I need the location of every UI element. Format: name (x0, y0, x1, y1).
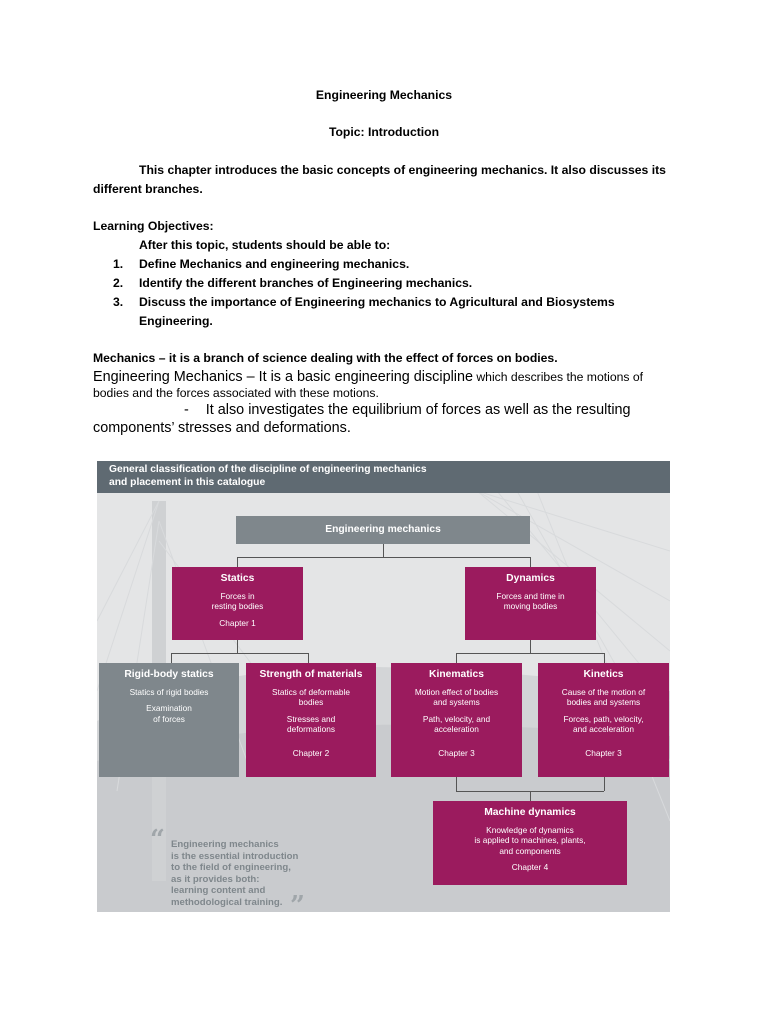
box-text: Forces, path, velocity, (563, 713, 644, 724)
quote-line: to the field of engineering, (171, 862, 291, 873)
dynamics-box (465, 567, 596, 640)
objective-text: Engineering. (139, 314, 213, 328)
statics-box (172, 567, 303, 640)
definition-text: which describes the motions of (472, 370, 644, 384)
box-text: Statics of rigid bodies (129, 686, 209, 697)
figure-header (97, 461, 670, 493)
figure-header-line-2: and placement in this catalogue (109, 476, 266, 488)
chapter-label: Chapter 4 (511, 862, 549, 872)
engineering-mechanics-definition-line-3 (184, 402, 631, 418)
objective-number: 1. (113, 257, 124, 271)
objective-number: 3. (113, 295, 124, 309)
engineering-mechanics-definition-line-1 (93, 369, 643, 385)
connector-line (171, 653, 308, 654)
classification-figure (97, 461, 670, 912)
close-quote-mark: ” (290, 891, 305, 912)
box-text: Forces and time in (496, 590, 565, 601)
box-text: bodies (298, 697, 324, 707)
box-text: bodies and systems (566, 697, 641, 707)
pull-quote (171, 839, 298, 908)
connector-line (456, 777, 457, 791)
mechanics-definition: Mechanics – it is a branch of science dealing with the effect of forces on bodies. (93, 351, 558, 365)
connector-line (530, 791, 531, 801)
box-text: is applied to machines, plants, (474, 835, 586, 845)
box-text: Knowledge of dynamics (486, 824, 574, 835)
connector-line (530, 640, 531, 653)
objective-number: 2. (113, 276, 124, 290)
quote-line: is the essential introduction (171, 850, 299, 862)
box-title: Statics (220, 573, 255, 584)
box-text: moving bodies (503, 601, 558, 611)
connector-line (237, 557, 238, 567)
engineering-mechanics-box: Engineering mechanics (236, 516, 530, 544)
topic-heading: Topic: Introduction (328, 125, 440, 139)
bullet-dash: - (184, 402, 189, 418)
quote-line: methodological training. (171, 896, 283, 908)
box-title: Strength of materials (259, 669, 363, 680)
document-title: Engineering Mechanics (315, 88, 453, 102)
box-title: Rigid-body statics (124, 669, 214, 680)
box-text: deformations (287, 724, 335, 734)
chapter-label: Chapter 3 (585, 747, 622, 758)
machine-dynamics-box (433, 801, 627, 885)
connector-line (237, 640, 238, 653)
kinetics-box (538, 663, 669, 777)
box-text: Statics of deformable (272, 686, 350, 697)
connector-line (171, 653, 172, 663)
quote-line: as it provides both: (171, 873, 260, 885)
quote-line: Engineering mechanics (171, 839, 279, 850)
connector-line (604, 777, 605, 791)
engineering-mechanics-definition-line-2: bodies and the forces associated with these motions. (93, 386, 379, 400)
box-text: Examination (146, 703, 192, 713)
quote-line: learning content and (171, 885, 266, 896)
box-title: Dynamics (506, 573, 555, 584)
box-text: and components (499, 845, 561, 856)
strength-of-materials-box (246, 663, 376, 777)
objective-text: Discuss the importance of Engineering mechanics to Agricultural and Biosystems (139, 295, 615, 309)
box-text: Motion effect of bodies (414, 686, 499, 697)
connector-line (456, 653, 604, 654)
box-title: Kinetics (583, 669, 624, 680)
chapter-label: Chapter 1 (219, 617, 256, 628)
box-text: of forces (153, 713, 185, 724)
box-text: and systems (433, 697, 480, 707)
box-text: Cause of the motion of (561, 686, 646, 697)
connector-line (456, 653, 457, 663)
rigid-body-statics-box (99, 663, 239, 777)
connector-line (237, 557, 531, 558)
engineering-mechanics-definition-line-4: components’ stresses and deformations. (93, 420, 351, 436)
definition-text: It also investigates the equilibrium of forces as well as the resulting (205, 402, 631, 418)
box-text: Stresses and (286, 713, 336, 724)
box-title: Machine dynamics (484, 807, 576, 818)
connector-line (530, 557, 531, 567)
box-text: resting bodies (211, 601, 264, 611)
connector-line (308, 653, 309, 663)
intro-paragraph-line-2: different branches. (93, 182, 203, 196)
kinematics-box (391, 663, 522, 777)
figure-header-line-1: General classification of the discipline of engineering mechanics (109, 464, 427, 475)
objective-text: Identify the different branches of Engineering mechanics. (139, 276, 473, 290)
box-text: Path, velocity, and (422, 713, 491, 724)
box-title: Kinematics (429, 669, 484, 680)
intro-paragraph-line-1: This chapter introduces the basic concepts of engineering mechanics. It also discusses its (139, 163, 666, 177)
connector-line (383, 544, 384, 557)
objectives-lead: After this topic, students should be able to: (139, 238, 391, 252)
definition-text: Engineering Mechanics – It is a basic engineering discipline (93, 369, 473, 385)
chapter-label: Chapter 2 (292, 747, 330, 758)
box-text: acceleration (434, 724, 479, 734)
open-quote-mark: “ (150, 825, 165, 855)
box-text: Forces in (220, 590, 255, 601)
connector-line (604, 653, 605, 663)
box-text: and acceleration (573, 724, 634, 734)
chapter-label: Chapter 3 (438, 747, 475, 758)
objective-text: Define Mechanics and engineering mechanics. (139, 257, 410, 271)
learning-objectives-heading: Learning Objectives: (93, 219, 214, 233)
